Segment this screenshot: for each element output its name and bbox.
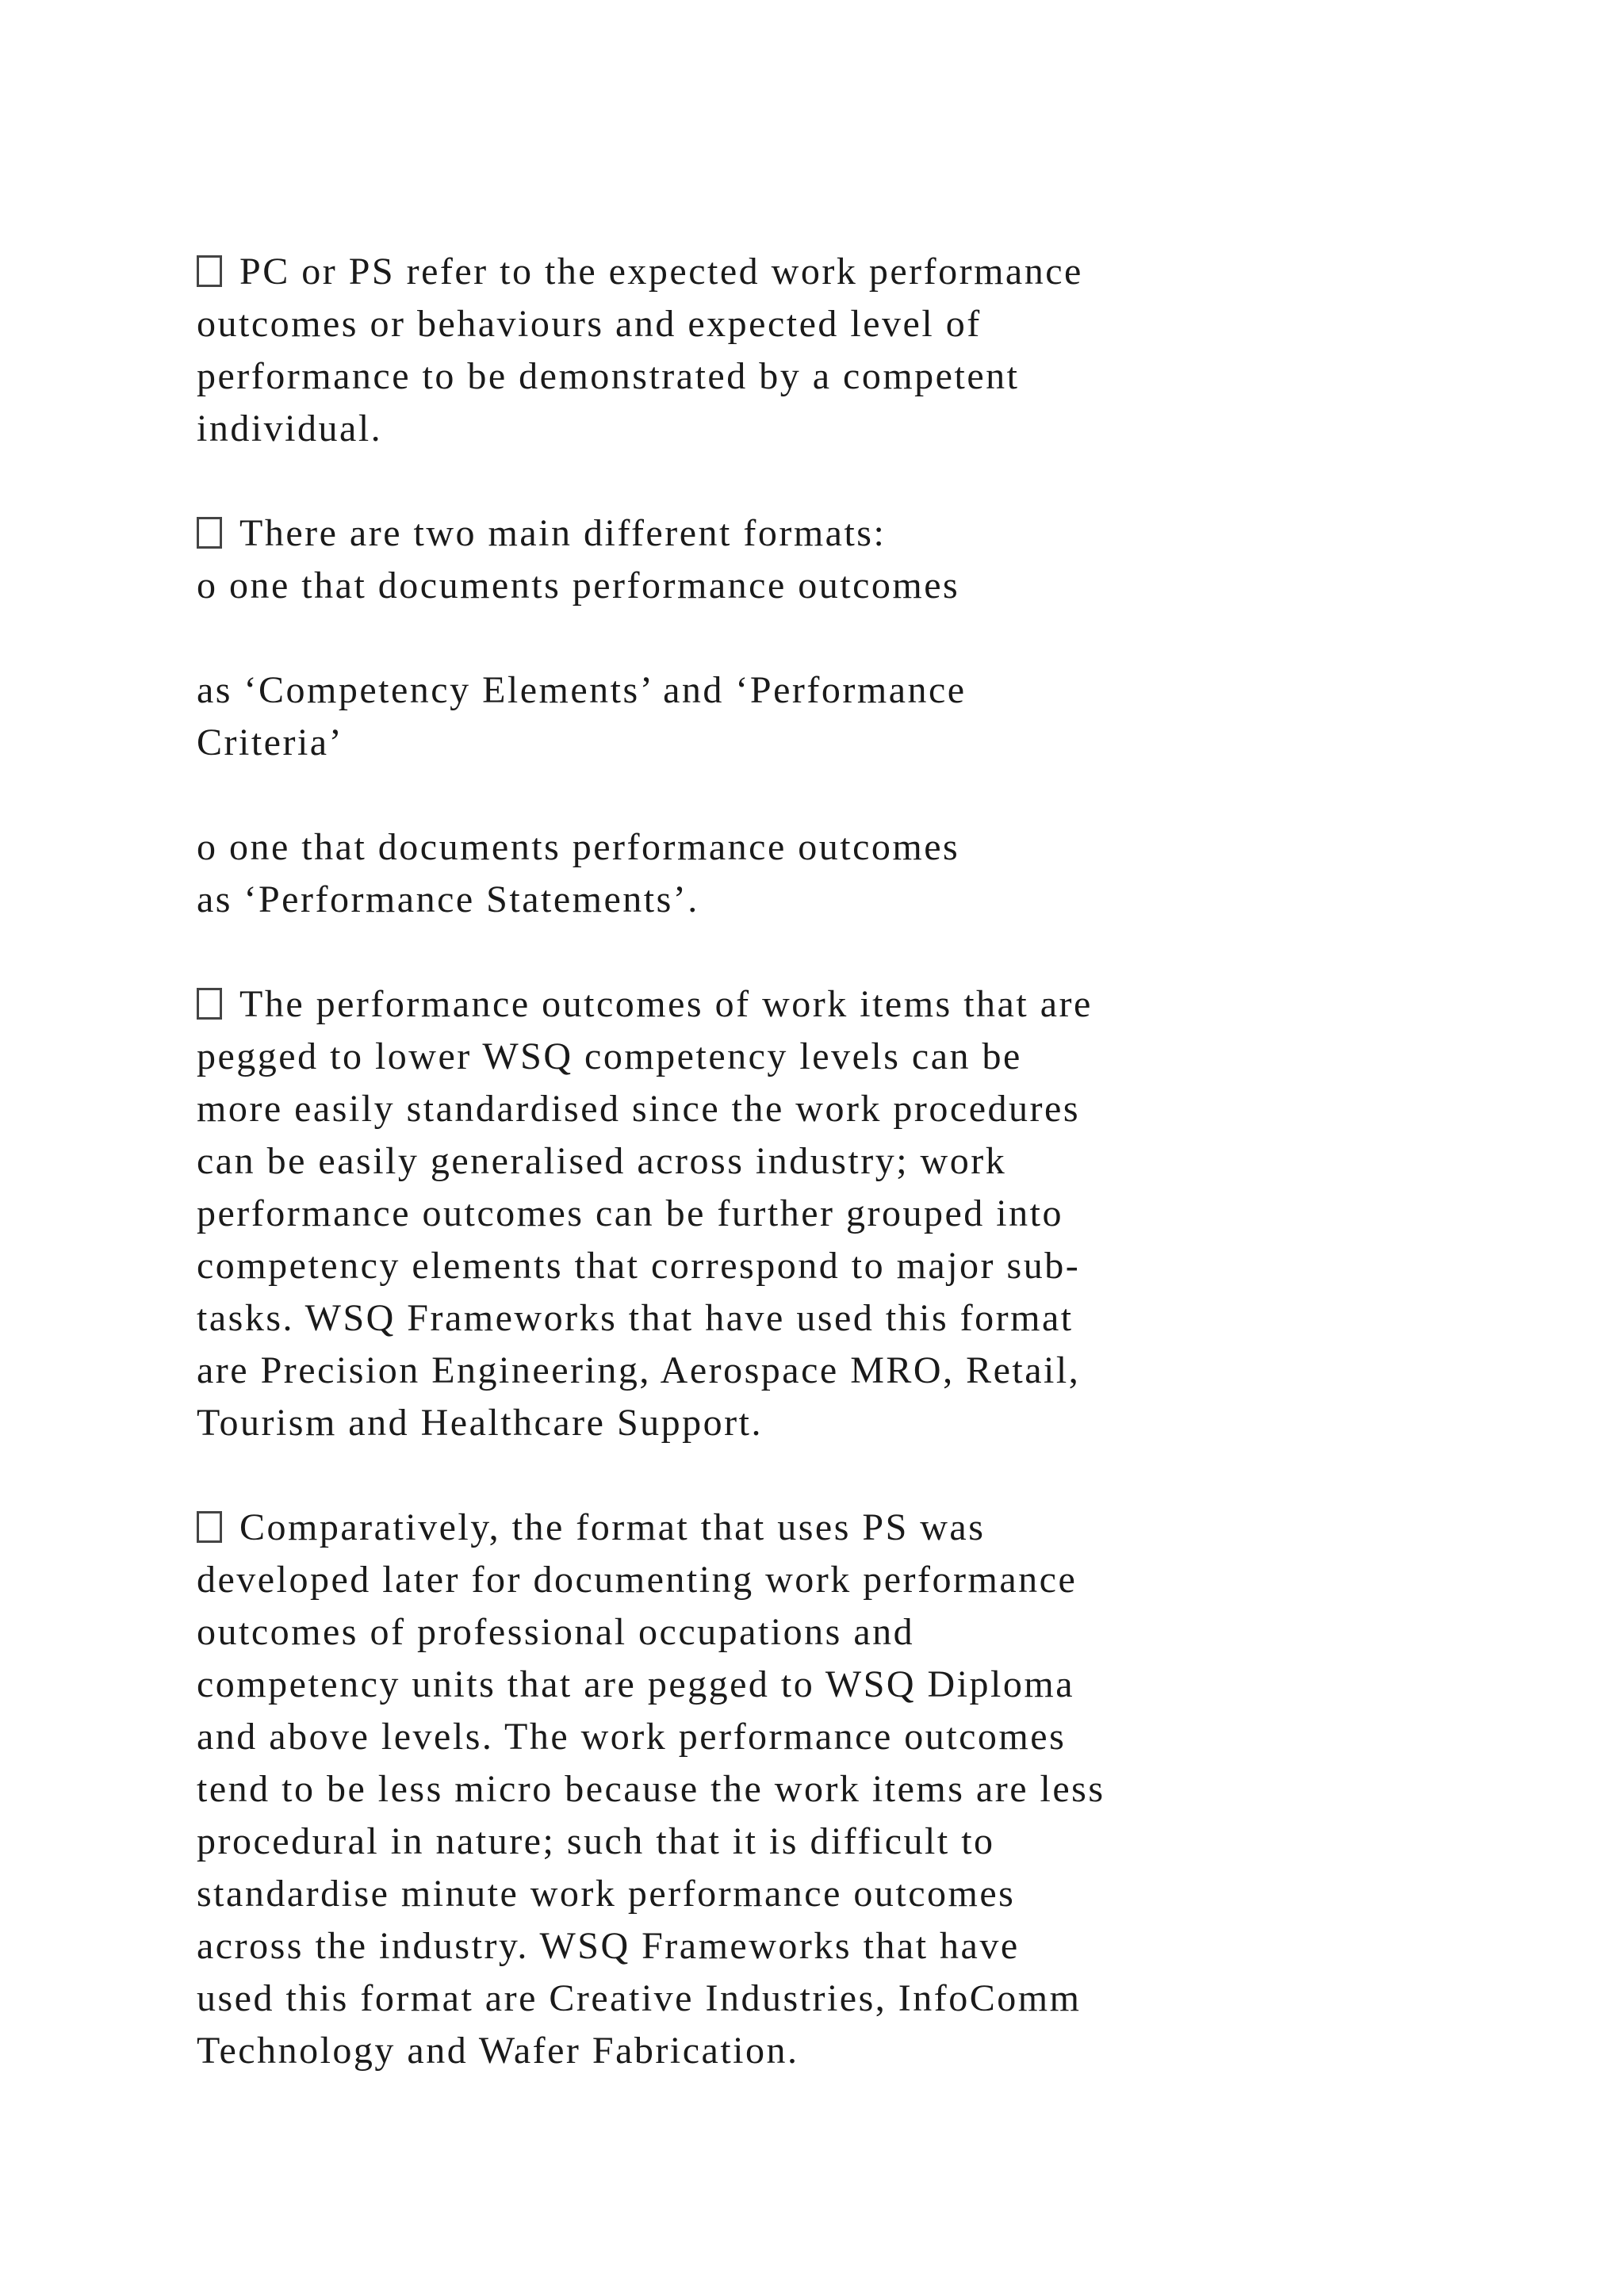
text-line: tend to be less micro because the work items are less [197, 1768, 1105, 1810]
text-line: standardise minute work performance outcomes [197, 1873, 1016, 1915]
paragraph-performance-statements [197, 821, 1434, 926]
text-line: performance outcomes can be further grouped into [197, 1192, 1063, 1234]
text-line: can be easily generalised across industry; work [197, 1140, 1007, 1182]
text-line: Criteria’ [197, 721, 344, 763]
text-line: performance to be demonstrated by a competent [197, 355, 1020, 397]
missing-glyph-bullet-icon [197, 1511, 222, 1543]
text-line: outcomes or behaviours and expected level of [197, 303, 982, 345]
paragraph-two-formats [197, 507, 1434, 612]
text-line: across the industry. WSQ Frameworks that have [197, 1925, 1020, 1967]
line-text: There are two main different formats: [239, 512, 887, 554]
text-line: o one that documents performance outcomes [197, 564, 960, 607]
text-line: used this format are Creative Industries, InfoComm [197, 1977, 1082, 2019]
text-line: individual. [197, 408, 383, 450]
text-line: competency elements that correspond to major sub- [197, 1245, 1081, 1287]
paragraph-gap [197, 769, 1434, 821]
document-page [197, 246, 1434, 2077]
text-line: procedural in nature; such that it is difficult to [197, 1820, 995, 1862]
text-line: as ‘Competency Elements’ and ‘Performance [197, 669, 967, 711]
paragraph-gap [197, 1449, 1434, 1502]
text-line [197, 1502, 1434, 1554]
text-line: as ‘Performance Statements’. [197, 878, 699, 920]
text-line: Technology and Wafer Fabrication. [197, 2030, 799, 2072]
text-line: o one that documents performance outcomes [197, 826, 960, 868]
text-line: pegged to lower WSQ competency levels can be [197, 1035, 1022, 1077]
text-line [197, 507, 1434, 560]
missing-glyph-bullet-icon [197, 988, 222, 1020]
text-line: Tourism and Healthcare Support. [197, 1402, 763, 1444]
line-text: Comparatively, the format that uses PS was [239, 1506, 986, 1548]
text-line: and above levels. The work performance outcomes [197, 1716, 1067, 1758]
paragraph-gap [197, 455, 1434, 507]
line-text: The performance outcomes of work items that are [239, 983, 1093, 1025]
text-line: are Precision Engineering, Aerospace MRO, Retail, [197, 1349, 1081, 1391]
paragraph-competency-elements [197, 664, 1434, 769]
line-text: PC or PS refer to the expected work performance [239, 251, 1083, 293]
paragraph-lower-levels [197, 978, 1434, 1449]
text-line: tasks. WSQ Frameworks that have used this format [197, 1297, 1074, 1339]
text-line: outcomes of professional occupations and [197, 1611, 915, 1653]
text-line [197, 978, 1434, 1031]
paragraph-pc-ps-definition [197, 246, 1434, 455]
text-line: more easily standardised since the work procedures [197, 1088, 1080, 1130]
paragraph-gap [197, 926, 1434, 978]
missing-glyph-bullet-icon [197, 255, 222, 287]
paragraph-gap [197, 612, 1434, 664]
text-line: competency units that are pegged to WSQ Diploma [197, 1663, 1075, 1705]
missing-glyph-bullet-icon [197, 517, 222, 549]
text-line: developed later for documenting work performance [197, 1559, 1078, 1601]
text-line [197, 246, 1434, 298]
paragraph-comparatively [197, 1502, 1434, 2077]
